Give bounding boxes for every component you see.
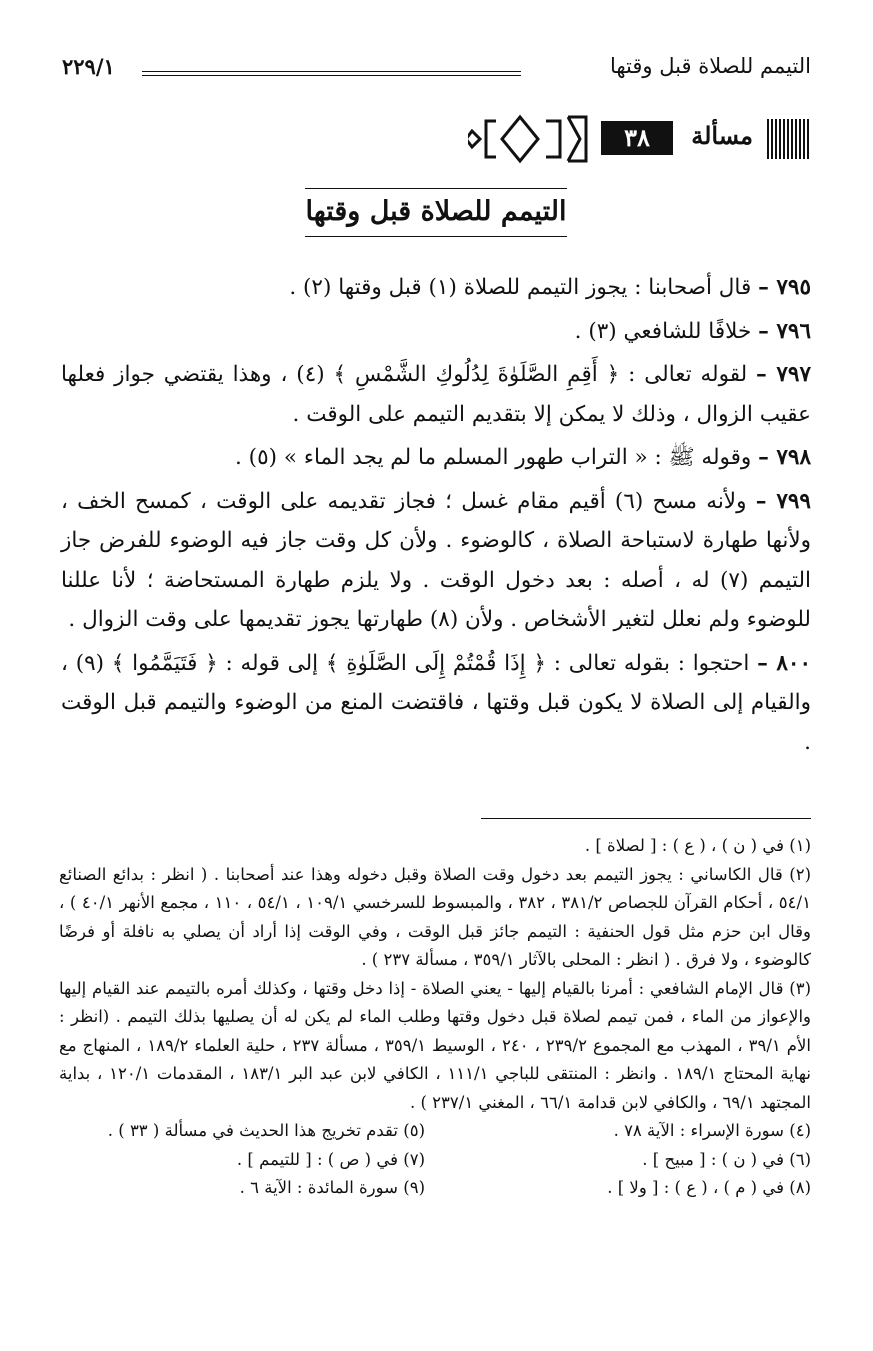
footnote: (٤) سورة الإسراء : الآية ٧٨ .	[613, 1121, 811, 1140]
paragraph	[61, 438, 811, 478]
header-rule	[142, 71, 521, 76]
running-title: التيمم للصلاة قبل وقتها	[602, 54, 811, 78]
footnote: (٧) في ( ص ) : [ للتيمم ] .	[236, 1149, 425, 1169]
running-header	[62, 54, 811, 88]
chapter-underline	[305, 236, 567, 237]
paragraph	[61, 268, 811, 308]
footnote: (١) في ( ن ) ، ( ع ) : [ لصلاة ] .	[584, 836, 811, 855]
footnote: (٦) في ( ن ) : [ مبيح ] .	[642, 1149, 811, 1169]
paragraph-text: قال أصحابنا : يجوز التيمم للصلاة (١) قبل وقتها (٢) .	[289, 275, 759, 300]
paragraph	[61, 355, 811, 434]
paragraph-text: وقوله ﷺ : « التراب طهور المسلم ما لم يجد الماء » (٥) .	[235, 445, 759, 470]
masala-number: ٣٨	[601, 121, 673, 155]
paragraph-text: لقوله تعالى : ﴿ أَقِمِ الصَّلَوٰةَ لِدُلُوكِ الشَّمْسِ ﴾ (٤) ، وهذا يقتضي جواز فعلها عقيب الزوال ، وذلك لا يمكن إلا بتقديم التيمم على الوقت .	[61, 362, 811, 427]
paragraph-number: ٨٠٠ –	[757, 650, 811, 676]
footnote: (٨) في ( م ) ، ( ع ) : [ ولا ] .	[607, 1178, 811, 1197]
paragraph	[61, 644, 811, 763]
footnote-grid	[59, 1117, 811, 1203]
chapter-top-rule	[305, 188, 567, 189]
footnote: (٥) تقدم تخريج هذا الحديث في مسألة ( ٣٣ ) .	[107, 1121, 425, 1140]
page-number: ٢٢٩/١	[62, 54, 123, 79]
paragraph	[61, 482, 811, 640]
footnotes	[59, 832, 811, 1203]
footnote: (٢) قال الكاساني : يجوز التيمم بعد دخول وقت الصلاة وقبل دخوله وهذا عند أصحابنا . ( انظر : بدائع الصنائع ٥٤/١ ، أحكام القرآن للجصاص ٣٨١/٢ ، ٣٨٢ ، والمبسوط للسرخسي ١٠٩/١ ، ٥٤/١ ، ١١٠ ، مجمع الأنهر ٤٠/١ ) ، وقال ابن حزم مثل قول الحنفية : التيمم جائز قبل الوقت ، وفي الوقت إذا أراد أن يصلي به نافلة أو فرضًا كالوضوء ، ولا فرق . ( انظر : المحلى بالآثار ٣٥٩/١ ، مسألة ٢٣٧ ) .	[59, 864, 811, 969]
paragraph-number: ٧٩٩ –	[755, 488, 811, 514]
paragraph-number: ٧٩٥ –	[758, 275, 811, 300]
main-text	[61, 268, 811, 766]
footnote-separator	[481, 818, 811, 819]
paragraph-text: ولأنه مسح (٦) أقيم مقام غسل ؛ فجاز تقديمه على الوقت ، كمسح الخف ، ولأنها طهارة لاستباحة الصلاة ، كالوضوء . ولأن كل وقت جاز فيه الوضوء للفرض جاز التيمم (٧) له ، أصله : بعد دخول الوقت . ولا يلزم طهارة المستحاضة ؛ لأنا عللنا للوضوء ولم نعلل لتغير الأشخاص . ولأن (٨) طهارتها يجوز تقديمها على وقت الزوال .	[61, 488, 811, 632]
paragraph	[61, 312, 811, 352]
paragraph-number: ٧٩٧ –	[756, 362, 812, 387]
paragraph-text: خلافًا للشافعي (٣) .	[574, 318, 759, 344]
chapter-title: التيمم للصلاة قبل وقتها	[305, 196, 567, 227]
footnote: (٣) قال الإمام الشافعي : أمرنا بالقيام إليها - يعني الصلاة - إذا دخل وقتها ، وكذلك أمره بالتيمم عند القيام إليها والإعواز من الماء ، فمن تيمم لصلاة قبل دخول وقتها وطلب الماء لم يكن له أن يصليها بذلك التيمم . (انظر : الأم ٣٩/١ ، المهذب مع المجموع ٢٣٩/٢ ، ٢٤٠ ، الوسيط ٣٥٩/١ ، مسألة ٢٣٧ ، حلية العلماء ١٨٩/٢ ، المنهاج مع نهاية المحتاج ١٨٩/١ . وانظر : المنتقى للباجي ١١١/١ ، الكافي لابن عبد البر ١٨٣/١ ، المقدمات ١٢٠/١ ، بداية المجتهد ٦٩/١ ، والكافي لابن قدامة ٦٦/١ ، المغني ٢٣٧/١ ) .	[59, 978, 811, 1112]
paragraph-text: احتجوا : بقوله تعالى : ﴿ إِذَا قُمْتُمْ إِلَى الصَّلَوٰةِ ﴾ إلى قوله : ﴿ فَتَيَمَّمُوا ﴾ (٩) ، والقيام إلى الصلاة لا يكون قبل وقتها ، فاقتضت المنع من الوضوء والتيمم قبل الوقت .	[61, 650, 811, 755]
paragraph-number: ٧٩٦ –	[758, 318, 811, 344]
banner-bars-ornament	[767, 119, 811, 159]
masala-label: مسألة	[691, 121, 753, 150]
masala-banner	[471, 113, 811, 165]
footnote: (٩) سورة المائدة : الآية ٦ .	[239, 1178, 425, 1197]
paragraph-number: ٧٩٨ –	[758, 445, 811, 470]
banner-ornament-icon	[468, 113, 593, 165]
